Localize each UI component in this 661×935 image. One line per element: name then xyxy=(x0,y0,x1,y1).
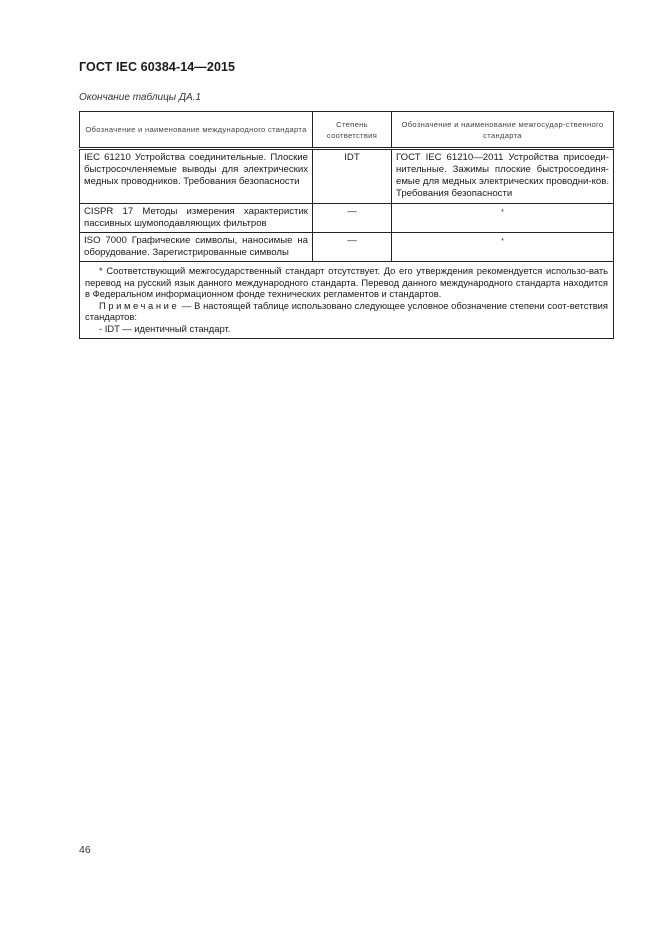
cell-international-standard: ISO 7000 Графические символы, наносимые на оборудование. Зарегистрированные символы xyxy=(80,233,313,262)
column-header-international: Обозначение и наименование международного стандарта xyxy=(80,112,313,149)
standards-correspondence-table xyxy=(79,111,614,339)
cell-interstate-standard xyxy=(392,233,614,262)
table-caption: Окончание таблицы ДА.1 xyxy=(79,92,201,103)
table-row xyxy=(80,204,614,233)
footnote-marker: * xyxy=(501,209,504,216)
footnote-marker: * xyxy=(501,238,504,245)
table-header-row xyxy=(80,112,614,149)
note-label: Примечание xyxy=(99,299,180,311)
column-header-degree: Степень соответствия xyxy=(313,112,392,149)
note-text: — В настоящей таблице использовано следующее условное обозначение степени соот-ветствия стандартов: xyxy=(85,299,608,323)
table-row xyxy=(80,233,614,262)
cell-interstate-standard xyxy=(392,204,614,233)
document-standard-code: ГОСТ IEC 60384-14—2015 xyxy=(79,60,236,74)
cell-degree: — xyxy=(313,204,392,233)
table-row xyxy=(80,149,614,204)
cell-degree: IDT xyxy=(313,149,392,204)
table-notes-cell xyxy=(80,262,614,339)
cell-interstate-standard: ГОСТ IEC 61210—2011 Устройства присоеди-нительные. Зажимы плоские быстросоединя-емые для медных электрических проводни-ков. Требования безопасности xyxy=(392,149,614,204)
cell-international-standard: IEC 61210 Устройства соединительные. Плоские быстросочленяемые выводы для электрических медных проводников. Требования безопасности xyxy=(80,149,313,204)
footnote-text: * Соответствующий межгосударственный стандарт отсутствует. До его утверждения рекомендуется использо-вать перевод на русский язык данного международного стандарта. Перевод данного международного стандарта находится в Федеральном информационном фонде технических регламентов и стандартов. xyxy=(85,265,608,300)
note-paragraph xyxy=(85,300,608,323)
cell-degree: — xyxy=(313,233,392,262)
page-number: 46 xyxy=(79,844,91,856)
column-header-interstate: Обозначение и наименование межгосудар-ственного стандарта xyxy=(392,112,614,149)
table-notes-row xyxy=(80,262,614,339)
degree-legend-item: - IDT — идентичный стандарт. xyxy=(99,322,231,334)
cell-international-standard: CISPR 17 Методы измерения характеристик пассивных шумоподавляющих фильтров xyxy=(80,204,313,233)
